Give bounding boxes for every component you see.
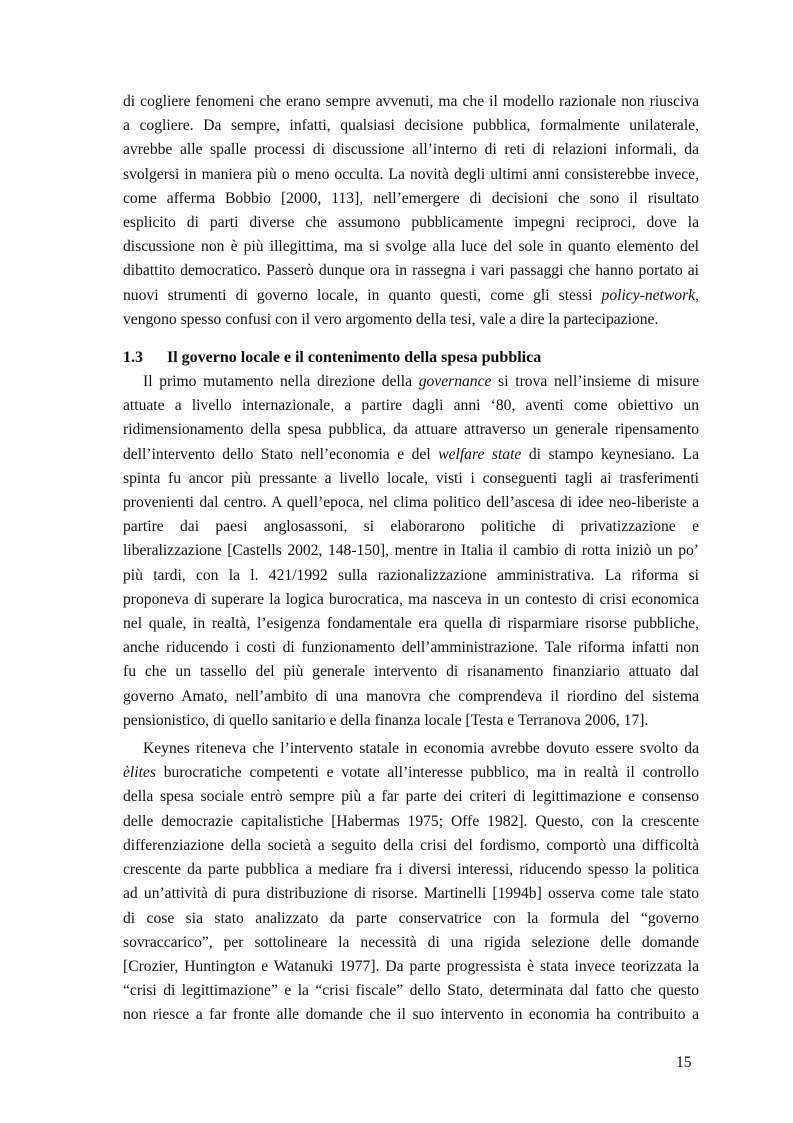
text-line: partire dai paesi anglosassoni, si elaborarono politiche di privatizzazione e	[123, 518, 699, 536]
text-line: come afferma Bobbio [2000, 113], nell’emergere di decisioni che sono il risultato	[123, 189, 699, 207]
text-line: vengono spesso confusi con il vero argomento della tesi, vale a dire la partecipazione.	[123, 310, 659, 328]
italic-term: welfare state	[438, 445, 522, 463]
page-number: 15	[676, 1054, 692, 1071]
italic-term: policy-network	[601, 286, 696, 304]
text-line	[123, 443, 699, 467]
text-line: pensionistico, di quello sanitario e della finanza locale [Testa e Terranova 2006, 17].	[123, 711, 649, 729]
text-line: spinta fu ancor più pressante a livello locale, visti i conseguenti tagli ai trasferimenti	[123, 469, 699, 487]
text-line: governo Amato, nell’ambito di una manovra che comprendeva il riordino del sistema	[123, 687, 699, 705]
text-line: Keynes riteneva che l’intervento statale in economia avrebbe dovuto essere svolto da	[143, 740, 699, 758]
text-line: fu che un tassello del più generale intervento di risanamento finanziario attuato dal	[123, 663, 699, 681]
text-segment: si trova nell’insieme di misure	[491, 373, 699, 391]
text-segment: burocratiche competenti e votate all’interesse pubblico, ma in realtà il controllo	[155, 764, 699, 782]
text-line: più tardi, con la l. 421/1992 sulla razionalizzazione amministrativa. La riforma si	[123, 566, 699, 584]
text-line: della spesa sociale entrò sempre più a far parte dei criteri di legittimazione e consenso	[123, 788, 699, 806]
text-line: delle democrazie capitalistiche [Habermas 1975; Offe 1982]. Questo, con la crescente	[123, 812, 699, 830]
text-line: discussione non è più illegittima, ma si svolge alla luce del sole in quanto elemento del	[123, 238, 699, 256]
text-line	[123, 370, 699, 394]
text-line: [Crozier, Huntington e Watanuki 1977]. Da parte progressista è stata invece teorizzata la	[123, 957, 699, 975]
text-line: sovraccarico”, per sottolineare la necessità di una rigida selezione delle domande	[123, 933, 699, 951]
text-line: svolgersi in maniera più o meno occulta. La novità degli ultimi anni consisterebbe invece,	[123, 165, 699, 183]
document-body	[123, 90, 699, 1028]
text-line: di cogliere fenomeni che erano sempre avvenuti, ma che il modello razionale non riusciva	[123, 93, 699, 110]
text-line: provenienti dal centro. A quell’epoca, nel clima politico dell’ascesa di idee neo-liberiste a	[123, 494, 699, 512]
paragraph-3	[123, 737, 699, 1027]
text-line: liberalizzazione [Castells 2002, 148-150], mentre in Italia il cambio di rotta iniziò un po’	[123, 542, 699, 560]
text-line: ridimensionamento della spesa pubblica, da attuare attraverso un generale ripensamento	[123, 421, 699, 439]
text-line: dibattito democratico. Passerò dunque ora in rassegna i vari passaggi che hanno portato ai	[123, 262, 699, 280]
text-line	[123, 284, 699, 308]
paragraph-1	[123, 90, 699, 332]
text-segment: nuovi strumenti di governo locale, in quanto questi, come gli stessi	[123, 286, 602, 304]
italic-term: governance	[418, 373, 492, 391]
italic-term: èlites	[123, 764, 156, 782]
text-line: crescente da parte pubblica a mediare fra i diversi interessi, riducendo spesso la politica	[123, 861, 699, 879]
text-line: a cogliere. Da sempre, infatti, qualsiasi decisione pubblica, formalmente unilaterale,	[123, 117, 699, 135]
text-line: avrebbe alle spalle processi di discussione all’interno di reti di relazioni informali, da	[123, 141, 699, 159]
text-line	[123, 761, 699, 785]
text-line: nel quale, in realtà, l’esigenza fondamentale era quella di risparmiare risorse pubbliche,	[123, 615, 699, 633]
text-segment: dell’intervento dello Stato nell’economia e del	[123, 445, 439, 463]
text-line: di cose sia stato analizzato da parte conservatrice con la formula del “governo	[123, 909, 699, 927]
text-segment: di stampo keynesiano. La	[521, 445, 700, 463]
text-line: attuate a livello internazionale, a partire dagli anni ‘80, aventi come obiettivo un	[123, 397, 699, 415]
text-line: “crisi di legittimazione” e la “crisi fiscale” dello Stato, determinata dal fatto che questo	[123, 982, 699, 1000]
text-line: ad un’attività di pura distribuzione di risorse. Martinelli [1994b] osserva come tale stato	[123, 885, 699, 903]
paragraph-2	[123, 370, 699, 733]
section-number: 1.3	[123, 349, 143, 367]
text-line: differenziazione della società a seguito della crisi del fordismo, comportò una difficoltà	[123, 836, 699, 854]
section-title: Il governo locale e il contenimento della spesa pubblica	[167, 349, 542, 367]
text-line: anche riducendo i costi di funzionamento dell’amministrazione. Tale riforma infatti non	[123, 639, 699, 657]
text-line: proponeva di superare la logica burocratica, ma nasceva in un contesto di crisi economica	[123, 590, 699, 608]
section-heading	[123, 346, 699, 370]
text-segment: ,	[695, 286, 699, 304]
text-segment: Il primo mutamento nella direzione della	[143, 373, 419, 391]
text-line: esplicito di parti diverse che assumono pubblicamente impegni reciproci, dove la	[123, 214, 699, 232]
text-line: non riesce a far fronte alle domande che il suo intervento in economia ha contribuito a	[123, 1006, 699, 1024]
